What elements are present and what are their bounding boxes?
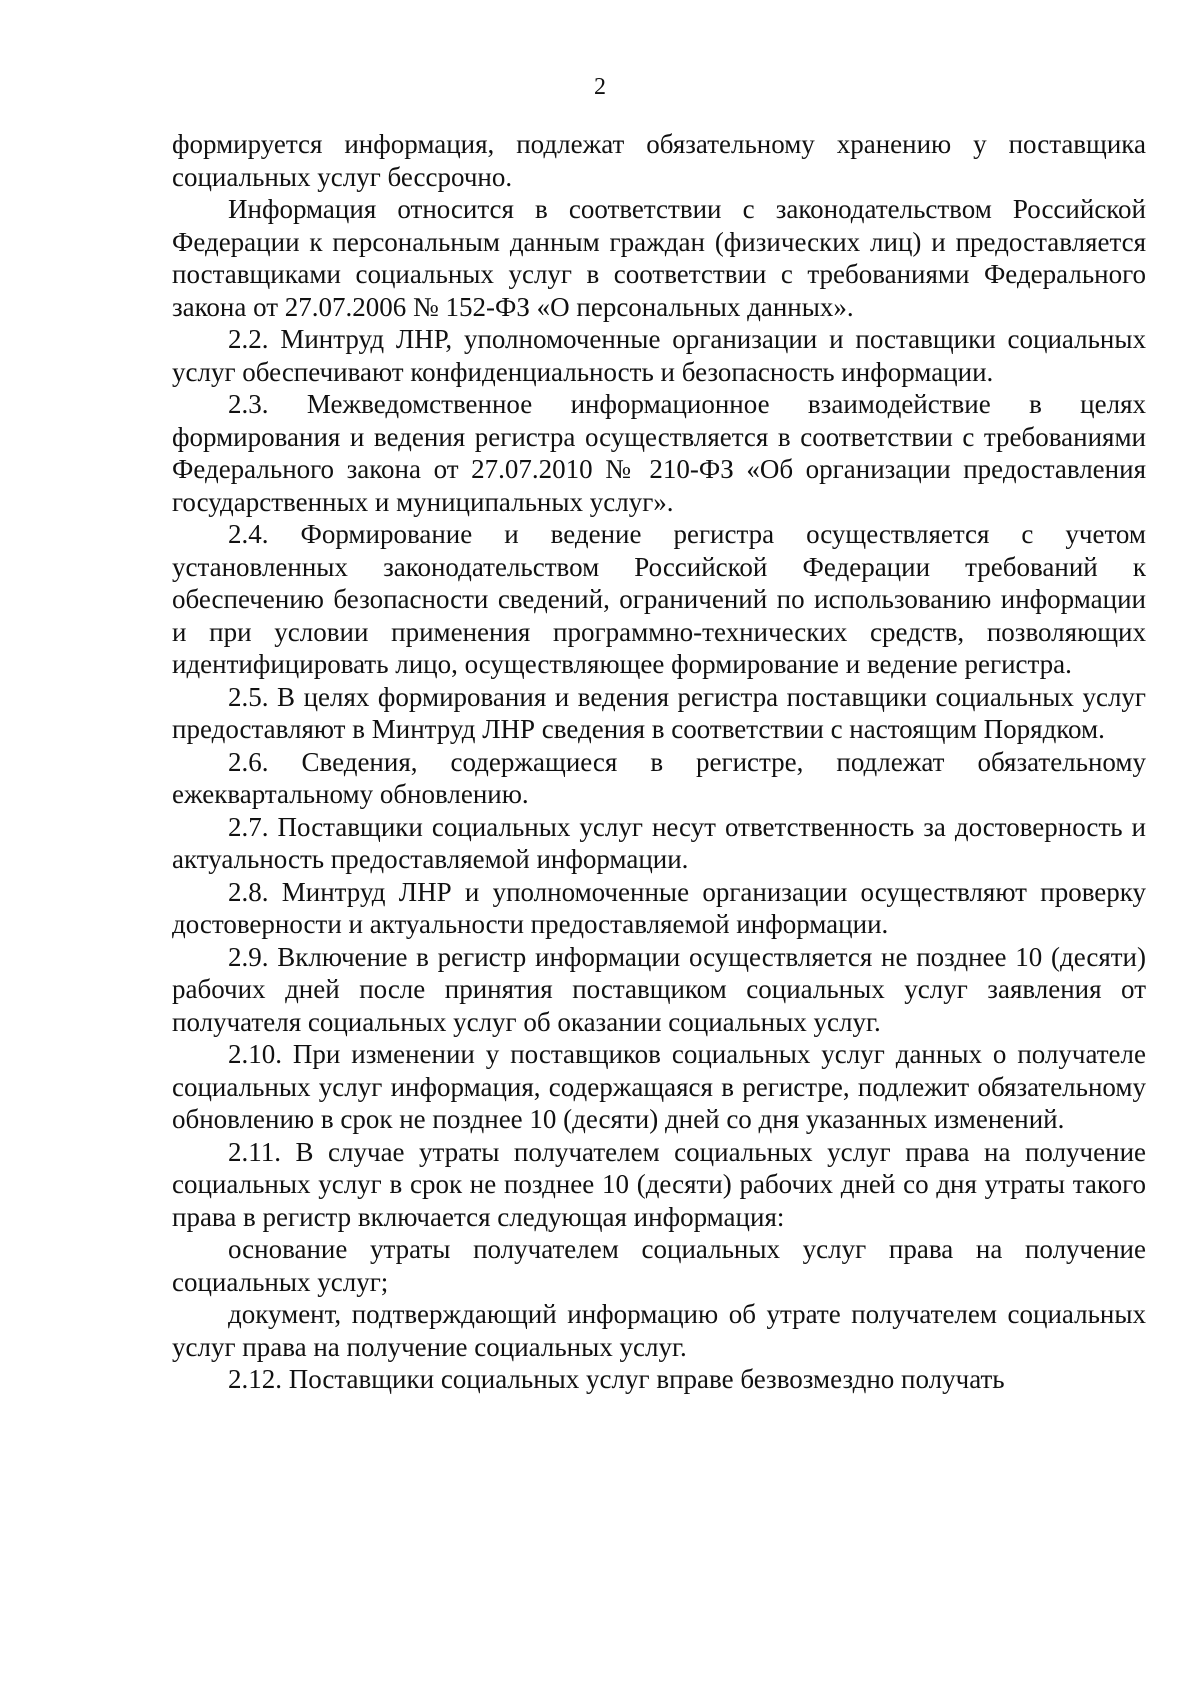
paragraph-2-8: 2.8. Минтруд ЛНР и уполномоченные организации осуществляют проверку достоверности и актуальности предоставляемой информации.	[172, 876, 1146, 939]
paragraph-2-9: 2.9. Включение в регистр информации осуществляется не позднее 10 (десяти) рабочих дней после принятия поставщиком социальных услуг заявления от получателя социальных услуг об оказании социальных услуг.	[172, 941, 1146, 1037]
paragraph-2-6: 2.6. Сведения, содержащиеся в регистре, подлежат обязательному ежеквартальному обновлению.	[172, 746, 1146, 809]
paragraph-personal-data: Информация относится в соответствии с законодательством Российской Федерации к персональным данным граждан (физических лиц) и предоставляется поставщиками социальных услуг в соответствии с требованиями Федерального закона от 27.07.2006 № 152-ФЗ «О персональных данных».	[172, 194, 1146, 322]
paragraph-2-2: 2.2. Минтруд ЛНР, уполномоченные организации и поставщики социальных услуг обеспечивают конфиденциальность и безопасность информации.	[172, 324, 1146, 387]
paragraph-2-10: 2.10. При изменении у поставщиков социальных услуг данных о получателе социальных услуг информация, содержащаяся в регистре, подлежит обязательному обновлению в срок не позднее 10 (десяти) дней со дня указанных изменений.	[172, 1039, 1146, 1134]
paragraph-2-4: 2.4. Формирование и ведение регистра осуществляется с учетом установленных законодательством Российской Федерации требований к обеспечению безопасности сведений, ограничений по использованию информации и при условии применения программно-технических средств, позволяющих идентифицировать лицо, осуществляющее формирование и ведение регистра.	[172, 519, 1146, 679]
paragraph-2-11-item-document: документ, подтверждающий информацию об утрате получателем социальных услуг права на получение социальных услуг.	[172, 1299, 1146, 1362]
paragraph-2-11: 2.11. В случае утраты получателем социальных услуг права на получение социальных услуг в срок не позднее 10 (десяти) рабочих дней со дня утраты такого права в регистр включается следующая информация:	[172, 1136, 1146, 1232]
document-body	[172, 128, 1146, 1396]
paragraph-2-12: 2.12. Поставщики социальных услуг вправе безвозмездно получать	[228, 1364, 1005, 1394]
paragraph-2-5: 2.5. В целях формирования и ведения регистра поставщики социальных услуг предоставляют в Минтруд ЛНР сведения в соответствии с настоящим Порядком.	[172, 681, 1146, 744]
paragraph-continuation: формируется информация, подлежат обязательному хранению у поставщика социальных услуг бессрочно.	[172, 129, 1146, 192]
paragraph-2-11-item-basis: основание утраты получателем социальных услуг права на получение социальных услуг;	[172, 1234, 1146, 1297]
paragraph-2-3: 2.3. Межведомственное информационное взаимодействие в целях формирования и ведения регистра осуществляется в соответствии с требованиями Федерального закона от 27.07.2010 № 210-ФЗ «Об организации предоставления государственных и муниципальных услуг».	[172, 389, 1146, 517]
paragraph-2-7: 2.7. Поставщики социальных услуг несут ответственность за достоверность и актуальность предоставляемой информации.	[172, 811, 1146, 874]
page-number: 2	[594, 74, 606, 100]
